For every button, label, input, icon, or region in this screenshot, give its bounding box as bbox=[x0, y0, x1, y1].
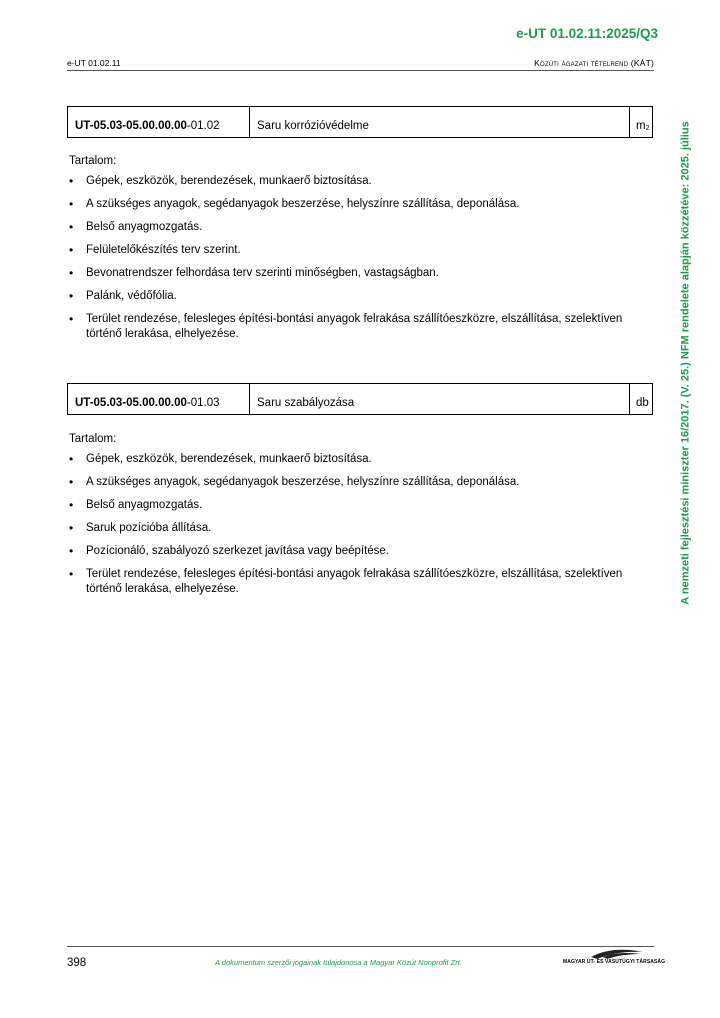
unit-base: db bbox=[636, 397, 649, 409]
unit-exponent: 2 bbox=[645, 125, 650, 132]
side-note-text: A nemzeti fejlesztési miniszter 16/2017. (V. 25.) NFM rendelete alapján közzétéve: 2025. július bbox=[680, 120, 693, 605]
content-list bbox=[67, 452, 647, 597]
unit-base: m bbox=[636, 120, 646, 132]
list-item: • A szükséges anyagok, segédanyagok beszerzése, helyszínre szállítása, deponálása. bbox=[67, 197, 647, 212]
header-left: e-UT 01.02.11 bbox=[67, 58, 121, 68]
list-item: • Terület rendezése, felesleges építési-bontási anyagok felrakása szállítóeszközre, elszállítása, szelektíven történő lerakása, elhelyezése. bbox=[67, 567, 647, 597]
road-swoosh-icon bbox=[563, 947, 655, 969]
list-item: • Felületelőkészítés terv szerint. bbox=[67, 243, 647, 258]
list-item: • Palánk, védőfólia. bbox=[67, 289, 647, 304]
item-code-suffix: -01.02 bbox=[186, 120, 220, 132]
header-right: Közúti ágazati tételrend (KÁT) bbox=[534, 58, 654, 68]
item-code bbox=[68, 384, 250, 414]
item-name: Saru szabályozása bbox=[250, 384, 630, 414]
document-code: e-UT 01.02.11:2025/Q3 bbox=[516, 26, 658, 41]
item-name: Saru korrózióvédelme bbox=[250, 107, 630, 137]
logo-text: MAGYAR ÚT- ÉS VASÚTÜGYI TÁRSASÁG bbox=[563, 959, 666, 965]
item-code-main: UT-05.03-05.00.00.00 bbox=[75, 120, 187, 132]
list-item: • Gépek, eszközök, berendezések, munkaerő biztosítása. bbox=[67, 452, 647, 467]
item-code bbox=[68, 107, 250, 137]
item-code-main: UT-05.03-05.00.00.00 bbox=[75, 397, 187, 409]
item-header-table bbox=[67, 383, 653, 415]
list-item: • Saruk pozícióba állítása. bbox=[67, 521, 647, 536]
list-item: • Pozícionáló, szabályozó szerkezet javítása vagy beépítése. bbox=[67, 544, 647, 559]
item-unit bbox=[630, 107, 652, 137]
copyright-notice: A dokumentum szerzői jogainak tulajdonosa a Magyar Közút Nonprofit Zrt. bbox=[215, 958, 462, 967]
content-label: Tartalom: bbox=[69, 155, 117, 167]
item-unit bbox=[630, 384, 652, 414]
page-number: 398 bbox=[67, 957, 87, 969]
list-item: • Gépek, eszközök, berendezések, munkaerő biztosítása. bbox=[67, 174, 647, 189]
list-item: • Belső anyagmozgatás. bbox=[67, 498, 647, 513]
list-item: • Belső anyagmozgatás. bbox=[67, 220, 647, 235]
list-item: • Terület rendezése, felesleges építési-bontási anyagok felrakása szállítóeszközre, elszállítása, szelektíven történő lerakása, elhelyezése. bbox=[67, 312, 647, 342]
item-header-table bbox=[67, 106, 653, 138]
content-label: Tartalom: bbox=[69, 433, 117, 445]
item-content bbox=[67, 154, 647, 350]
item-content bbox=[67, 432, 647, 605]
item-code-suffix: -01.03 bbox=[186, 397, 220, 409]
content-list bbox=[67, 174, 647, 342]
list-item: • Bevonatrendszer felhordása terv szerinti minőségben, vastagságban. bbox=[67, 266, 647, 281]
list-item: • A szükséges anyagok, segédanyagok beszerzése, helyszínre szállítása, deponálása. bbox=[67, 475, 647, 490]
running-header bbox=[67, 58, 654, 71]
side-publication-note bbox=[677, 95, 695, 630]
